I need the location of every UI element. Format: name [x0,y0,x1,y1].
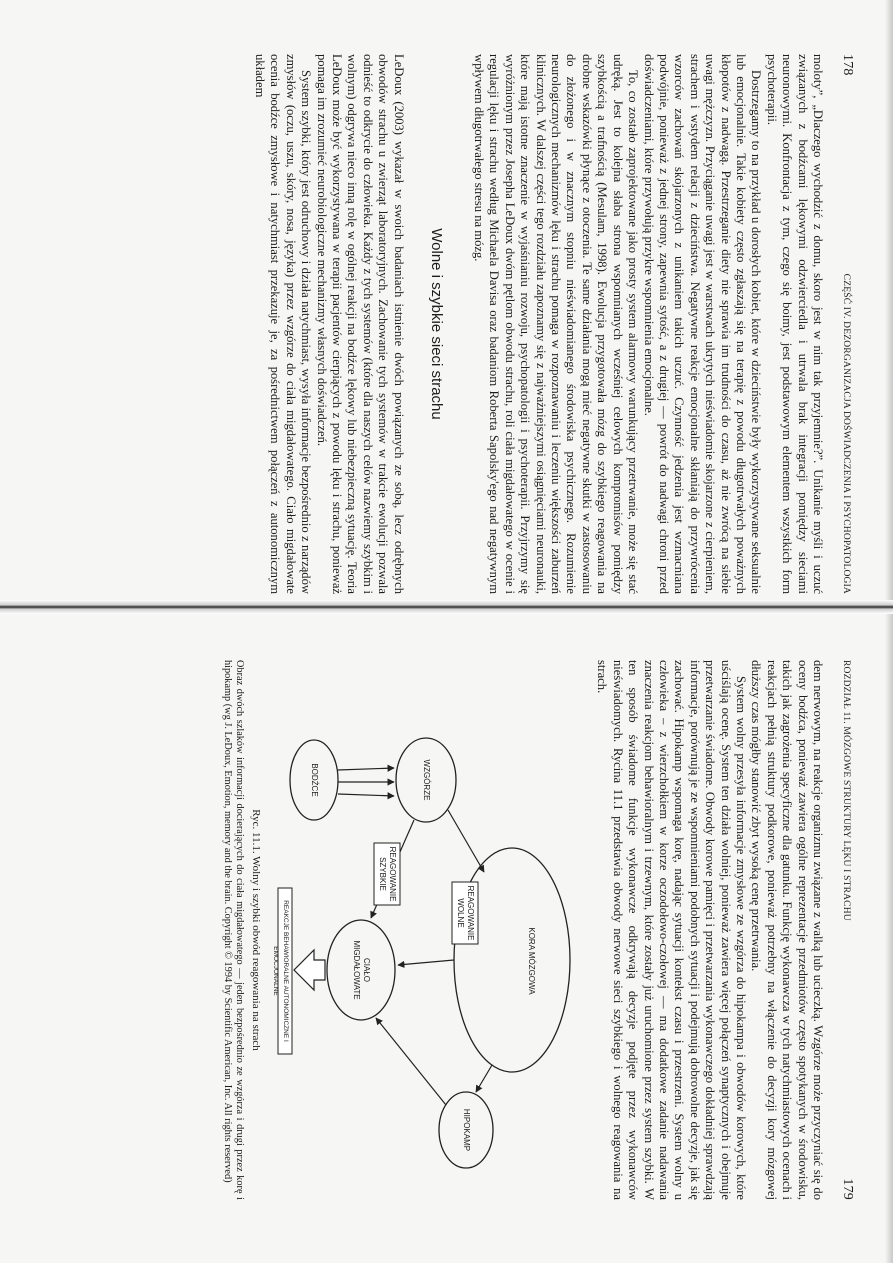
left-running-head: CZĘŚĆ IV. DEZORGANIZACJA DOŚWIADCZENIA I PSYCHOPATOLOGIA [841,273,851,594]
body-paragraph: System wolny przesyła informacje zmysłowe ze wzgórza do hipokampa i obwodów korowych, które uściślają ocenę. System ten działa wolniej, ponieważ zawiera więcej połączeń synaptycznych i obejmuje przetwarzanie świadome. Obwody korowe pamięci i przetwarzania wykonawczego dokładniej sprawdzają informacje, porównują je ze wspomnieniami podobnych sytuacji i podejmują dobrowolne decyzje, jak się zachować. Hipokamp wspomaga korę, nadając sytuacji kontekst czasu i przestrzeni. System wolny u człowieka – z wierzchołkiem w korze oczodołowo-czołowej — ma dodatkowe zadanie nadawania znaczenia reakcjom behawioralnym i trzewnym, które zostały już uruchomione przez system szybki. W ten sposób świadome funkcje wykonawcze odkrywają decyzje podjęte przez wykonawców nieświadomych. Rycina 11.1 przedstawia obwody nerwowe sieci szybkiego i wolnego reagowania na strach. [595,660,748,1200]
right-page-header [839,660,855,1200]
stimuli-label: BODŹCE [309,763,319,797]
body-paragraph: System szybki, który jest odruchowy i działa natychmiast, wysyła informacje bezpośrednio z narządów zmysłów (oczu, uszu, skóry, nosa, języka) przez wzgórze do ciała migdałowatego. Ciało migdałowate ocenia bodźce zmysłowe i natychmiast przekazuje je, za pośrednictwem połączeń z autonomicznym układem [253,54,314,594]
body-paragraph: moloty”, „Dlaczego wychodzić z domu, skoro jest w nim tak przyjemnie?”. Unikanie myśli i uczuć związanych z bodźcami lękowymi odzwierciedla i utrwala brak integracji pomiędzy sieciami neuronowymi. Konfrontacja z tym, czego się boimy, jest podstawowym elementem wszystkich form psychoterapii. [764,54,825,594]
right-page [221,660,855,1200]
left-page-number: 178 [840,54,855,76]
right-running-head: ROZDZIAŁ 11. MÓZGOWE STRUKTURY LĘKU I STRACHU [841,660,851,921]
hippocampus-label: HIPOKAMP [461,1108,471,1152]
arrow-stimuli-thalamus-1 [338,768,394,770]
fear-circuit-diagram [271,660,576,1200]
arrow-hippocampus-amygdala [376,1018,446,1105]
figure-caption-text: Obraz dwóch szlaków informacji docierających do ciała migdałowatego — jeden bezpośrednio ze wzgórza i drugi przez korę i hipokamp (wg J. LeDoux, Emotion, memory and the brain. Copyright © 1994 by Scientific American, Inc. All rights reserved) [222,660,246,1200]
right-page-number: 179 [840,1178,855,1200]
amygdala-label: CIAŁO MIGDAŁOWATE [351,940,371,1000]
body-paragraph: Dostrzegamy to na przykład u dorosłych kobiet, które w dzieciństwie były wykorzystywane seksualnie lub emocjonalnie. Takie kobiety często zgłaszają się na terapię z powodu długotrwałych poważnych kłopotów z nadwagą. Przestrzeganie diety nie sprawia im trudności do czasu, aż nie zwrócą na siebie uwagi mężczyzn. Przyciąganie uwagi jest w warstwach ukrytych nieświadomie skojarzone z cierpieniem, strachem i wstydem relacji z dzieciństwa. Negatywne reakcje emocjonalne skłaniają do przywrócenia wzorców zachowań skojarzonych z unikaniem takich uczuć. Czynność jedzenia jest wzmacniana podwójnie, ponieważ z jednej strony, zapewnia sytość, a z drugiej — powrót do nadwagi chroni przed doświadczeniami, które przywołują przykre wspomnienia emocjonalne. [641,54,764,594]
arrow-thalamus-cortex [448,810,484,872]
responses-label: REAKCJE BEHAWIORALNE AUTONOMICZNE I EMOCJONALNE [271,900,289,1042]
response-outline-arrow [294,950,325,990]
figure-caption-title: Ryc. 11.1. Wolny i szybki obwód reagowania na strach [249,809,262,1051]
left-page [252,54,855,594]
arrow-cortex-hippocampus [476,1065,492,1092]
fast-response-label: REAGOWANIE SZYBKIE [377,846,397,902]
scan-edge-shadow [885,0,893,1263]
body-paragraph: To, co zostało zaprojektowane jako prosty system alarmowy warunkujący przetrwanie, może się stać udręką. Jest to kolejna słaba strona wspomnianych wcześniej celowych kompromisów pomiędzy szybkością a trafnością (Mesulam, 1998). Ewolucja przygotowała mózg do szybkiego reagowania na drobne wskazówki płynące z otoczenia. Te same działania mogą mieć negatywne skutki w zastosowaniu do złożonego i w znacznym stopniu nieświadomianego środowiska psychicznego. Rozumienie neurologicznych mechanizmów lęku i strachu pomaga w rozpoznawaniu i leczeniu większości zaburzeń klinicznych. W dalszej części tego rozdziału zapoznamy się z najważniejszymi osiągnięciami neuronauki, które mają istotne znaczenie w wyjaśnianiu rozwoju, psychopatologii i psychoterapii. Przyjrzymy się wyróżnionym przez Josepha LeDoux dwóm pętlom obwodu strachu, roli ciała migdałowatego w ocenie i regulacji lęku i strachu według Michaela Davisa oraz badaniom Roberta Sapolsky'ego nad negatywnym wpływem długotrwałego stresu na mózg. [472,54,641,594]
section-title: Wolne i szybkie sieci strachu [427,228,445,420]
body-paragraph: LeDoux (2003) wykazał w swoich badaniach istnienie dwóch powiązanych ze sobą, lecz odrębnych obwodów strachu u zwierząt laboratoryjnych. Zachowanie tych systemów w trakcie ewolucji pozwala odnieść to odkrycie do człowieka. Każdy z tych systemów (które dla naszych celów nazwiemy szybkim i wolnym) odgrywa nieco inną rolę w ogólnej reakcji na bodźce lękowy lub niebezpieczną sytuację. Teoria LeDoux może być wykorzystywana w terapii pacjentów cierpiących z powodu lęku i strachu, ponieważ pomaga im zrozumieć neurobiologiczne mechanizmy własnych doświadczeń. [314,54,406,594]
thalamus-label: WZGÓRZE [421,759,431,801]
arrow-stimuli-thalamus-3 [338,794,394,796]
body-paragraph: dem nerwowym, na reakcje organizmu związane z walką lub ucieczką. Wzgórze może przyczyniać się do oceny bodźca, ponieważ zawiera ogólne reprezentacje przedmiotów często spotykanych w środowisku, takich jak zagrożenia specyficzne dla gatunku. Funkcję wykonawcza w tych natychmiastowych ocenach i reakcjach pełnią struktury podkorowe, ponieważ potrzebny na włączenie do decyzji kory mózgowej dłuższy czas mógłby stanowić zbyt wysoką cenę przetrwania. [749,660,825,1200]
book-gutter [0,600,893,614]
slow-response-label: REAGOWANIE WOLNE [455,885,475,941]
cortex-label: KORA MÓZGOWA [526,927,536,995]
figure-caption [221,660,262,1200]
arrow-cortex-amygdala [398,960,454,965]
left-page-header [839,54,855,594]
